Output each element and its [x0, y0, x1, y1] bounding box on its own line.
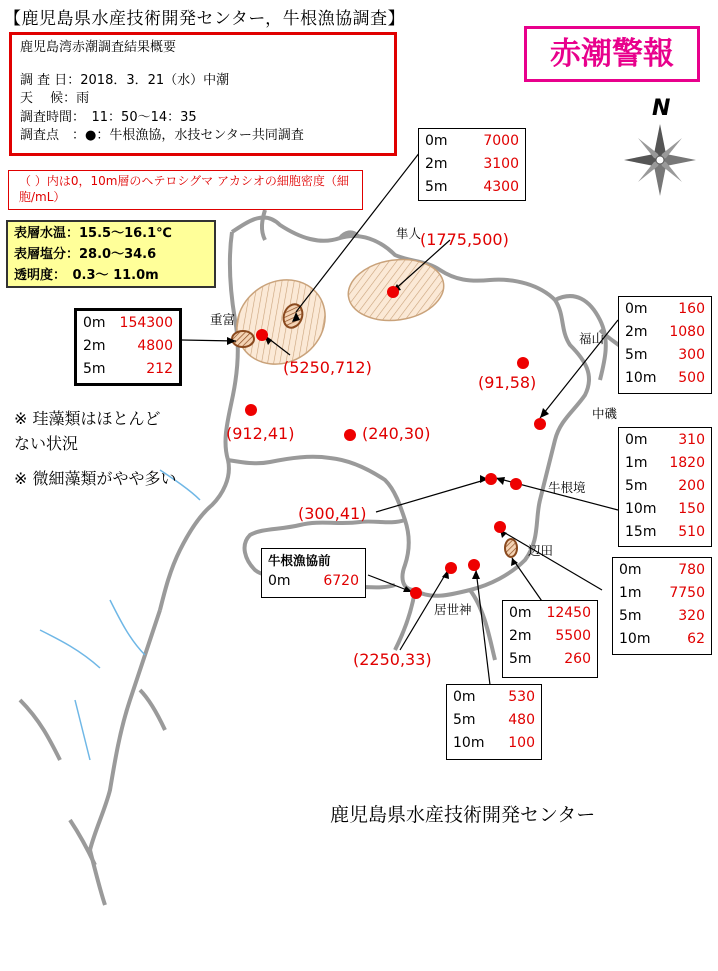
water-quality-box: [6, 220, 216, 288]
depth-row: 5m 480: [453, 711, 535, 728]
site-label-300: (300,41): [298, 504, 367, 523]
sampling-point: [517, 357, 529, 369]
sampling-point: [245, 404, 257, 416]
sampling-point: [468, 559, 480, 571]
red-tide-patch-2: [232, 331, 254, 347]
wq-row-transparency: 透明度： 0.3～ 11.0m: [14, 268, 159, 283]
red-tide-patch-3: [505, 539, 517, 557]
place-nakaiso: 中磯: [592, 406, 618, 421]
depth-row: 0m 160: [625, 300, 705, 317]
sampling-point: [510, 478, 522, 490]
depth-row: 10m 150: [625, 500, 705, 517]
compass-rose-icon: [624, 124, 696, 196]
site-label-5250: (5250,712): [283, 358, 372, 377]
remark-diatom-2: ない状況: [14, 434, 79, 453]
site-label-2250: (2250,33): [353, 650, 432, 669]
credit-label: 鹿児島県水産技術開発センター: [330, 804, 596, 826]
site-label-912: (912,41): [226, 424, 295, 443]
depth-row: 0m 154300: [83, 314, 173, 331]
site-label-240: (240,30): [362, 424, 431, 443]
place-henda: 辺田: [528, 543, 554, 558]
summary-row-date: 調 査 日：2018．3．21（水）中潮: [20, 72, 230, 88]
survey-summary-box: [9, 32, 397, 156]
page-title: 【鹿児島県水産技術開発センター，牛根漁協調査】: [4, 9, 406, 29]
summary-row-points: 調査点 ：●：牛根漁協，水技センター共同調査: [20, 128, 304, 143]
place-koseji: 居世神: [434, 602, 472, 617]
depth-row: 0m 12450: [509, 604, 591, 621]
site-label-91: (91,58): [478, 373, 537, 392]
depth-box-koseji-east: [502, 600, 598, 678]
depth-row: 5m 300: [625, 346, 705, 363]
depth-row: 10m 100: [453, 734, 535, 751]
summary-row-time: 調査時間： 11：50～14：35: [20, 109, 197, 125]
depth-row: 5m 4300: [425, 178, 519, 195]
depth-row: 5m 260: [509, 650, 591, 667]
site-label-1775: (1775,500): [420, 230, 509, 249]
summary-heading: 鹿児島湾赤潮調査結果概要: [20, 40, 177, 55]
density-note: （ ）内は0，10m層のヘテロシグマ アカシオの細胞密度（細胞/mL）: [8, 170, 363, 210]
sampling-point: [410, 587, 422, 599]
depth-row: 1m 7750: [619, 584, 705, 601]
depth-row: 2m 3100: [425, 155, 519, 172]
place-shigetomi: 重富: [210, 312, 236, 327]
depth-box-shigetomi: [74, 308, 182, 386]
depth-box-ushine-port: [261, 548, 366, 598]
depth-row: 2m 4800: [83, 337, 173, 354]
wq-row-salinity: 表層塩分：28.0～34.6: [14, 247, 157, 262]
sampling-point: [344, 429, 356, 441]
depth-row: 0m 780: [619, 561, 705, 578]
compass-north-label: N: [652, 96, 671, 121]
ushine-port-title: 牛根漁協前: [268, 553, 331, 568]
depth-row: 0m 310: [625, 431, 705, 448]
sampling-point: [534, 418, 546, 430]
depth-row: 5m 212: [83, 360, 173, 377]
sampling-point: [494, 521, 506, 533]
depth-row: 0m 530: [453, 688, 535, 705]
place-fukuyama: 福山: [579, 331, 605, 346]
sampling-point: [485, 473, 497, 485]
depth-box-koseji-south: [446, 684, 542, 760]
wq-row-temperature: 表層水温：15.5～16.1℃: [14, 226, 172, 241]
depth-row: 1m 1820: [625, 454, 705, 471]
sampling-point: [387, 286, 399, 298]
depth-row: 5m 200: [625, 477, 705, 494]
summary-row-weather: 天 候：雨: [20, 91, 90, 106]
depth-box-henda: [612, 557, 712, 655]
depth-row: 10m 500: [625, 369, 705, 386]
depth-row: 2m 1080: [625, 323, 705, 340]
depth-box-fukuyama: [618, 296, 712, 394]
place-ushinezakai: 牛根境: [548, 480, 586, 495]
depth-row: 0m 7000: [425, 132, 519, 149]
depth-row: 10m 62: [619, 630, 705, 647]
red-tide-alert-label: 赤潮警報: [524, 26, 700, 82]
rivers: [40, 470, 200, 760]
remark-microalgae: ※ 微細藻類がやや多い: [14, 469, 177, 488]
sampling-point: [445, 562, 457, 574]
depth-row: 15m 510: [625, 523, 705, 540]
remark-diatom-1: ※ 珪藻類はほとんど: [14, 409, 161, 428]
sampling-point: [256, 329, 268, 341]
depth-box-ushinezakai: [618, 427, 712, 547]
depth-row: 0m 6720: [268, 572, 359, 589]
depth-row: 2m 5500: [509, 627, 591, 644]
depth-row: 5m 320: [619, 607, 705, 624]
depth-box-north: [418, 128, 526, 201]
place-hayato: 隼人: [396, 226, 422, 241]
